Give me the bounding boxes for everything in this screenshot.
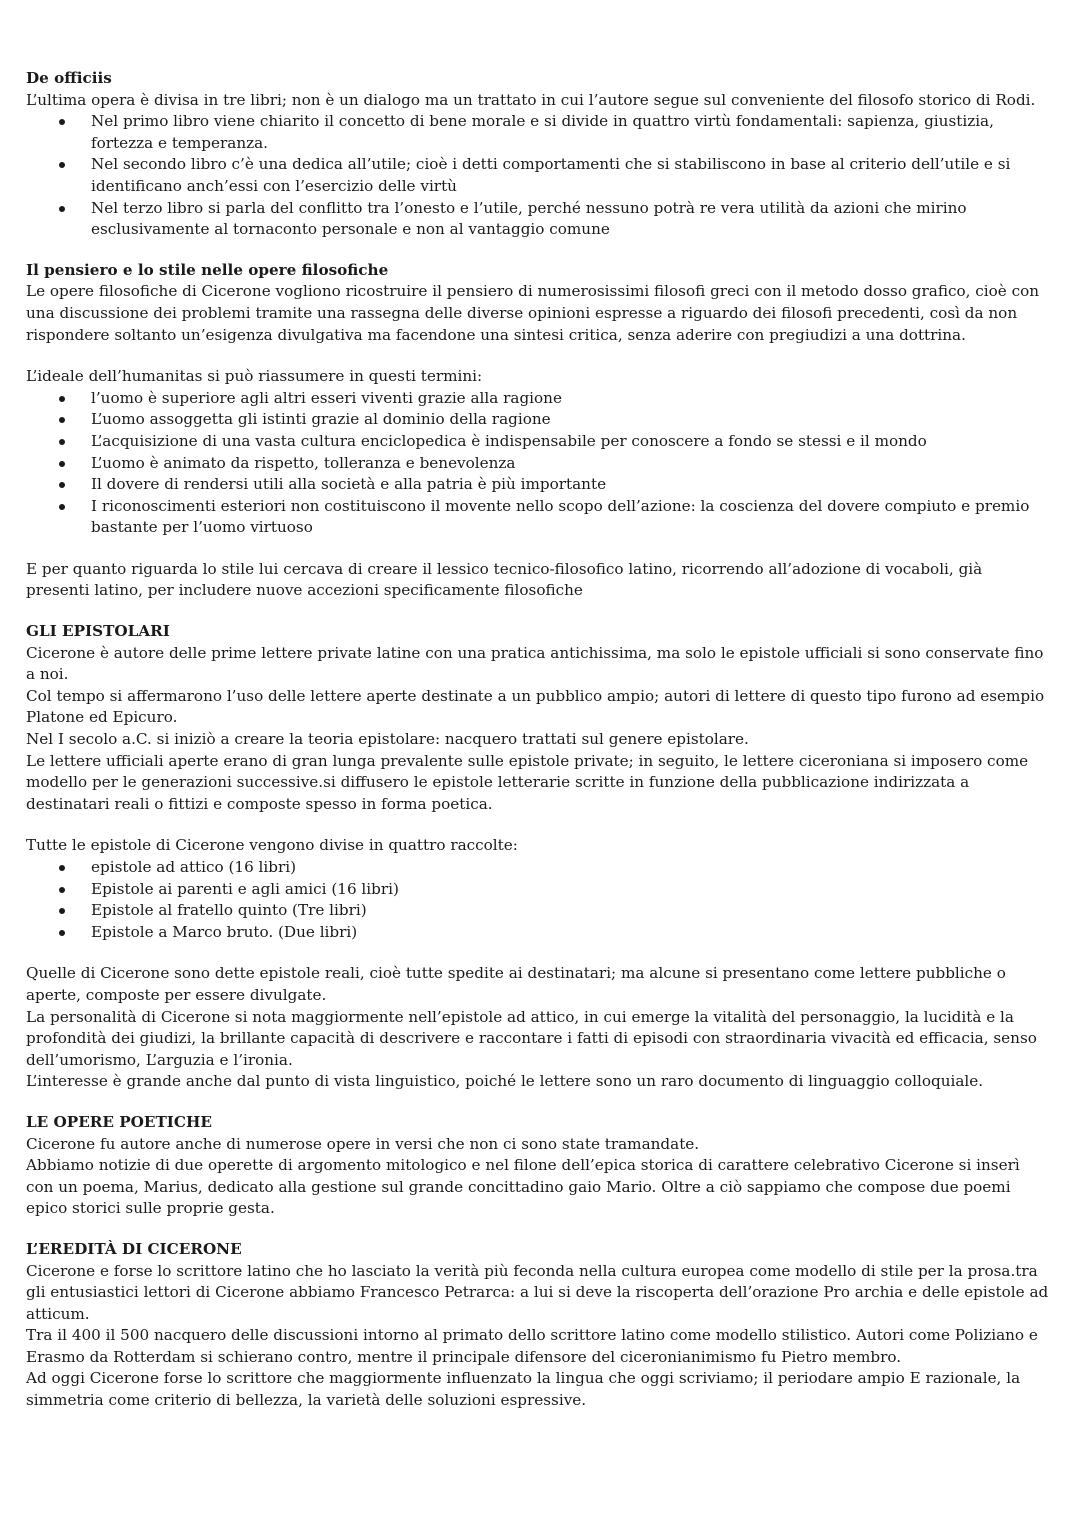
section-heading: GLI EPISTOLARI — [26, 622, 170, 641]
section-heading: De officiis — [26, 69, 112, 87]
list-item: Epistole ai parenti e agli amici (16 libri) — [26, 879, 1050, 901]
bullet-icon — [59, 119, 65, 125]
list-item: L’acquisizione di una vasta cultura enciclopedica è indispensabile per conoscere a fondo se stessi e il mondo — [26, 431, 1050, 453]
paragraph: Nel I secolo a.C. si iniziò a creare la teoria epistolare: nacquero trattati sul genere epistolare. — [26, 730, 749, 749]
list-item: Il dovere di rendersi utili alla società e alla patria è più importante — [26, 474, 1050, 496]
bullet-icon — [59, 908, 65, 914]
paragraph: Abbiamo notizie di due operette di argomento mitologico e nel filone dell’epica storica di carattere celebrativo Cicerone si inserì con un poema, Marius, dedicato alla gestione sul grande concittadino gaio Mario. Oltre a ciò sappiamo che compose due poemi epico storici sulle proprie gesta. — [26, 1156, 1020, 1218]
paragraph: Le opere filosofiche di Cicerone vogliono ricostruire il pensiero di numerosissimi filosofi greci con il metodo dosso grafico, cioè con una discussione dei problemi tramite una rassegna delle diverse opinioni espresse a riguardo dei filosofi precedenti, così da non rispondere soltanto un’esigenza divulgativa ma facendone una sintesi critica, senza aderire con pregiudizi a una dottrina. — [26, 282, 1040, 344]
list-item: l’uomo è superiore agli altri esseri viventi grazie alla ragione — [26, 388, 1050, 410]
bullet-list — [26, 388, 1050, 539]
list-item: Nel primo libro viene chiarito il concetto di bene morale e si divide in quattro virtù fondamentali: sapienza, giustizia, fortezza e temperanza. — [26, 111, 1050, 154]
list-item: epistole ad attico (16 libri) — [26, 857, 1050, 879]
list-item: I riconoscimenti esteriori non costituiscono il movente nello scopo dell’azione: la coscienza del dovere compiuto e premio bastante per l’uomo virtuoso — [26, 496, 1050, 539]
paragraph: La personalità di Cicerone si nota maggiormente nell’epistole ad attico, in cui emerge la vitalità del personaggio, la lucidità e la profondità dei giudizi, la brillante capacità di descrivere e raccontare i fatti di episodi con straordinaria vivacità ed efficacia, senso dell’umorismo, L’arguzia e l’ironia. — [26, 1007, 1037, 1069]
section-opere-poetiche — [26, 1112, 1050, 1220]
paragraph: E per quanto riguarda lo stile lui cercava di creare il lessico tecnico-filosofico latino, ricorrendo all’adozione di vocaboli, già presenti latino, per includere nuove accezioni specificamente filosofiche — [26, 559, 983, 600]
paragraph: Ad oggi Cicerone forse lo scrittore che maggiormente influenzato la lingua che oggi scriviamo; il periodare ampio E razionale, la simmetria come criterio di bellezza, la varietà delle soluzioni espressive. — [26, 1369, 1021, 1410]
paragraph: Le lettere ufficiali aperte erano di gran lunga prevalente sulle epistole private; in seguito, le lettere ciceroniana si imposero come modello per le generazioni successive.si diffusero le epistole letterarie scritte in funzione della pubblicazione indirizzata a destinatari reali o fittizi e composte spesso in forma poetica. — [26, 751, 1029, 813]
bullet-icon — [59, 504, 65, 510]
bullet-icon — [59, 417, 65, 423]
bullet-icon — [59, 396, 65, 402]
list-item: Epistole a Marco bruto. (Due libri) — [26, 922, 1050, 944]
section-heading: LE OPERE POETICHE — [26, 1112, 212, 1131]
bullet-icon — [59, 865, 65, 871]
section-de-officiis — [26, 68, 1050, 241]
bullet-icon — [59, 461, 65, 467]
bullet-icon — [59, 482, 65, 488]
bullet-icon — [59, 206, 65, 212]
paragraph: Col tempo si affermarono l’uso delle lettere aperte destinate a un pubblico ampio; autori di lettere di questo tipo furono ad esempio Platone ed Epicuro. — [26, 686, 1045, 727]
list-item: Nel secondo libro c’è una dedica all’utile; cioè i detti comportamenti che si stabiliscono in base al criterio dell’utile e si identificano anch’essi con l’esercizio delle virtù — [26, 154, 1050, 197]
section-heading: L’EREDITÀ DI CICERONE — [26, 1239, 242, 1258]
list-item: L’uomo assoggetta gli istinti grazie al dominio della ragione — [26, 409, 1050, 431]
paragraph: Cicerone e forse lo scrittore latino che ho lasciato la verità più feconda nella cultura europea come modello di stile per la prosa.tra gli entusiastici lettori di Cicerone abbiamo Francesco Petrarca: a lui si deve la riscoperta dell’orazione Pro archia e delle epistole ad atticum. — [26, 1261, 1049, 1323]
section-heading: Il pensiero e lo stile nelle opere filosofiche — [26, 260, 389, 279]
bullet-list — [26, 111, 1050, 241]
list-item: Epistole al fratello quinto (Tre libri) — [26, 900, 1050, 922]
bullet-icon — [59, 887, 65, 893]
bullet-icon — [59, 930, 65, 936]
paragraph: L’ideale dell’humanitas si può riassumere in questi termini: — [26, 367, 483, 386]
section-eredita — [26, 1239, 1050, 1412]
paragraph: Tra il 400 il 500 nacquero delle discussioni intorno al primato dello scrittore latino come modello stilistico. Autori come Poliziano e Erasmo da Rotterdam si schierano contro, mentre il principale difensore del ciceronianimismo fu Pietro membro. — [26, 1326, 1038, 1366]
bullet-list — [26, 857, 1050, 943]
paragraph: Cicerone fu autore anche di numerose opere in versi che non ci sono state tramandate. — [26, 1134, 700, 1153]
bullet-icon — [59, 162, 65, 168]
paragraph: Tutte le epistole di Cicerone vengono divise in quattro raccolte: — [26, 836, 518, 855]
section-pensiero — [26, 260, 1050, 602]
paragraph: Cicerone è autore delle prime lettere private latine con una pratica antichissima, ma solo le epistole ufficiali si sono conservate fino a noi. — [26, 643, 1044, 684]
paragraph: L’ultima opera è divisa in tre libri; non è un dialogo ma un trattato in cui l’autore segue sul conveniente del filosofo storico di Rodi. — [26, 90, 1036, 109]
list-item: Nel terzo libro si parla del conflitto tra l’onesto e l’utile, perché nessuno potrà re vera utilità da azioni che mirino esclusivamente al tornaconto personale e non al vantaggio comune — [26, 198, 1050, 241]
bullet-icon — [59, 439, 65, 445]
section-epistolari — [26, 621, 1050, 1093]
paragraph: L’interesse è grande anche dal punto di vista linguistico, poiché le lettere sono un raro documento di linguaggio colloquiale. — [26, 1072, 984, 1091]
list-item: L’uomo è animato da rispetto, tolleranza e benevolenza — [26, 453, 1050, 475]
paragraph: Quelle di Cicerone sono dette epistole reali, cioè tutte spedite ai destinatari; ma alcune si presentano come lettere pubbliche o aperte, composte per essere divulgate. — [26, 964, 1006, 1004]
